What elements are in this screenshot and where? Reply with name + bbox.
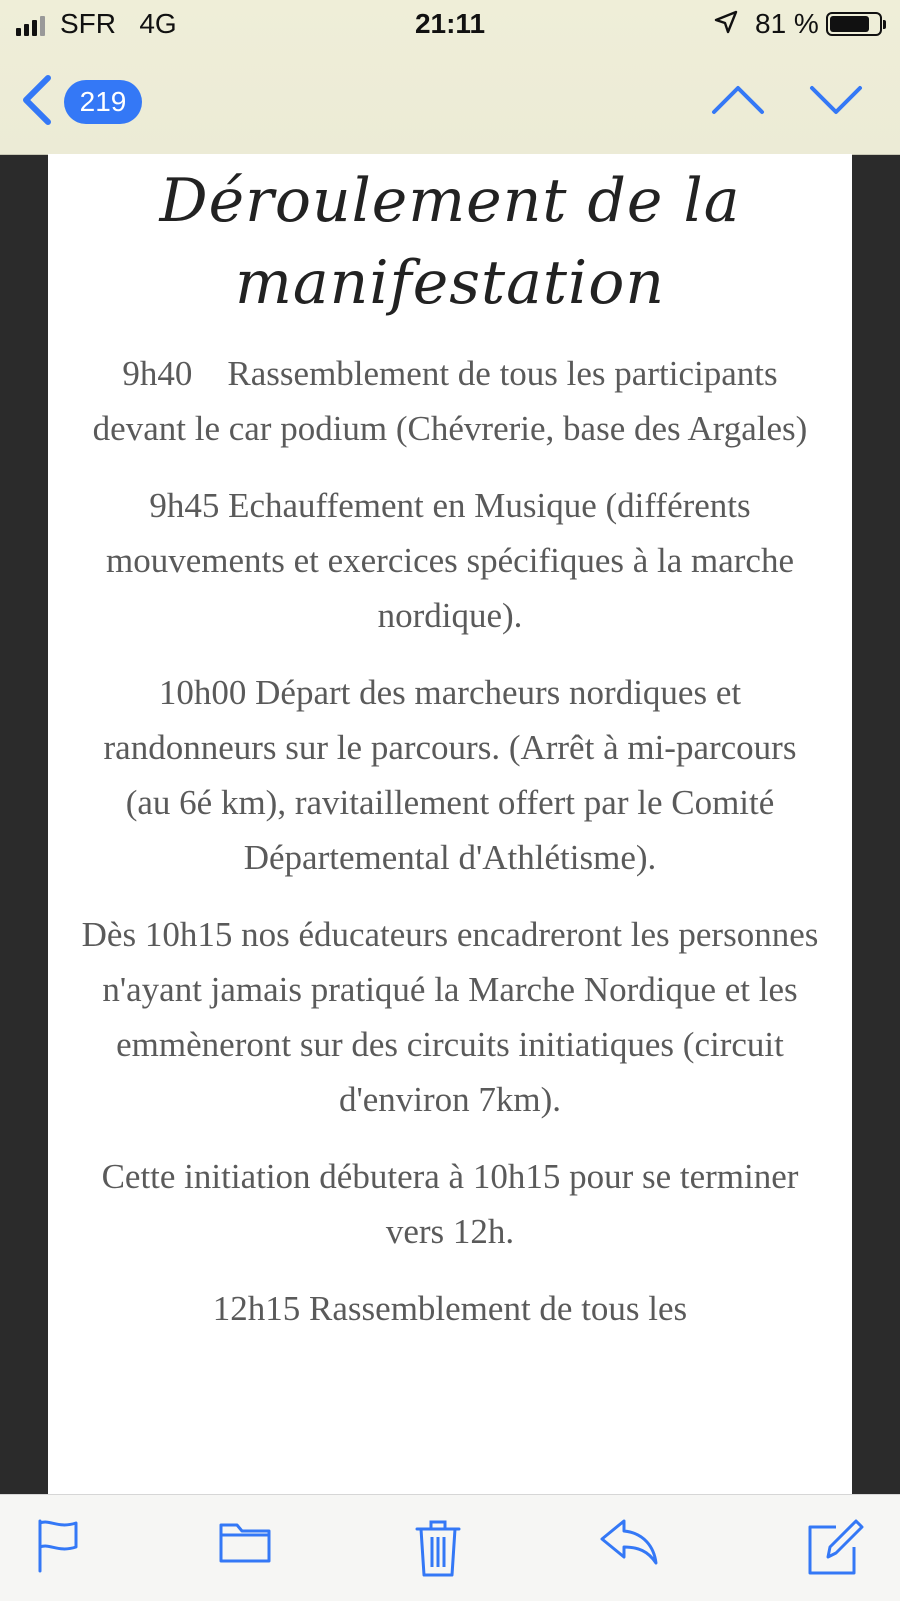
schedule-paragraph: 9h40 Rassemblement de tous les participants devant le car podium (Chévrerie, base des Argales) (92, 354, 808, 448)
schedule-paragraph: 12h15 Rassemblement de tous les (212, 1289, 688, 1328)
message-body[interactable] (48, 154, 852, 1494)
flag-icon[interactable] (36, 1517, 80, 1573)
schedule-paragraph: Dès 10h15 nos éducateurs encadreront les personnes n'ayant jamais pratiqué la Marche Nordique et les emmèneront sur des circuits initiatiques (circuit d'environ 7km). (81, 915, 819, 1119)
previous-message-icon[interactable] (710, 82, 766, 118)
back-chevron-icon[interactable] (18, 74, 54, 126)
battery-icon (826, 12, 882, 36)
battery-fill (830, 16, 869, 32)
compose-icon[interactable] (806, 1517, 864, 1577)
schedule-paragraph: Cette initiation débutera à 10h15 pour se terminer vers 12h. (101, 1157, 799, 1251)
bottom-toolbar (0, 1494, 900, 1601)
carrier-name: SFR (60, 8, 116, 39)
reply-icon[interactable] (598, 1517, 660, 1567)
schedule-paragraph: 10h00 Départ des marcheurs nordiques et randonneurs sur le parcours. (Arrêt à mi-parcours (au 6é km), ravitaillement offert par le Comité Départemental d'Athlétisme). (103, 673, 797, 877)
status-time: 21:11 (414, 8, 486, 39)
article-title: Déroulement de la manifestation (159, 166, 741, 318)
folder-icon[interactable] (218, 1517, 272, 1565)
status-bar (0, 0, 900, 52)
network-type: 4G (139, 8, 177, 39)
next-message-icon[interactable] (808, 82, 864, 118)
trash-icon[interactable] (414, 1517, 462, 1579)
location-arrow-icon (714, 10, 738, 34)
battery-percent: 81 % (755, 8, 819, 39)
top-bar (0, 0, 900, 155)
schedule-paragraph: 9h45 Echauffement en Musique (différents mouvements et exercices spécifiques à la marche nordique). (105, 486, 795, 635)
back-count-badge[interactable]: 219 (64, 80, 142, 124)
